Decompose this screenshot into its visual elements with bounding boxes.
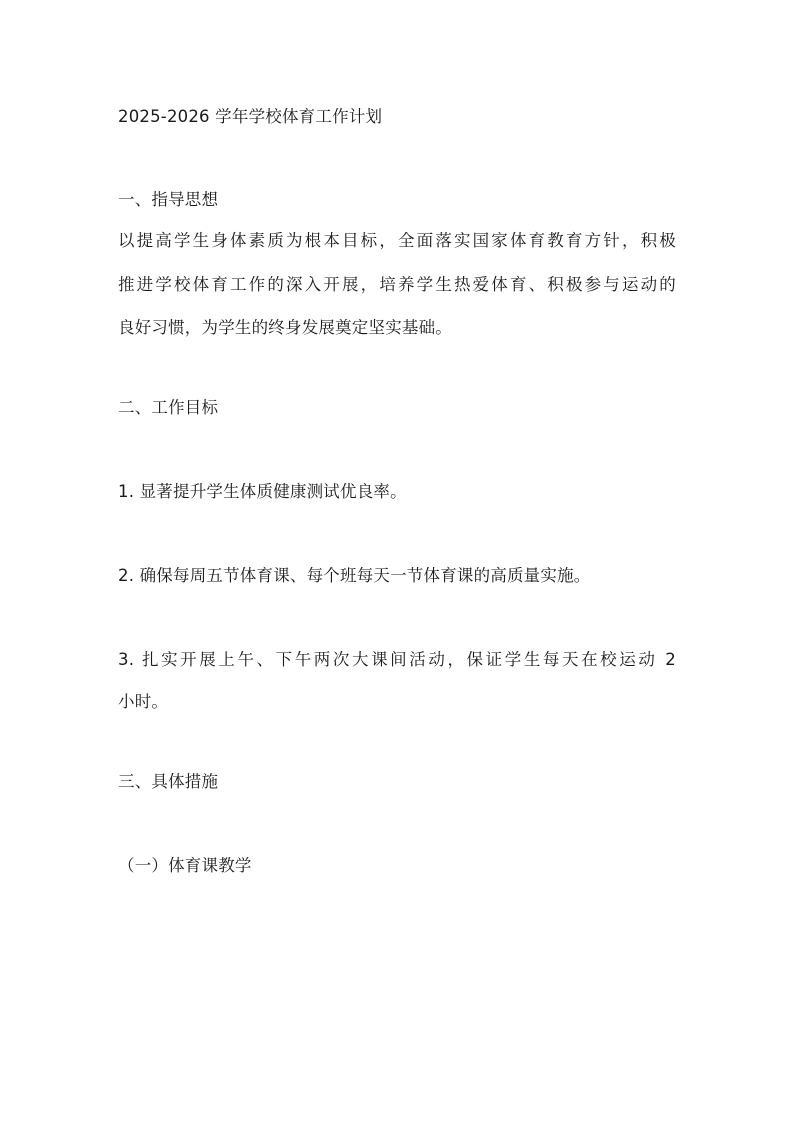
goal-item-2: 2. 确保每周五节体育课、每个班每天一节体育课的高质量实施。 [118,566,591,585]
section-heading-specific-measures: 三、具体措施 [118,772,219,791]
subsection-heading-pe-teaching: （一）体育课教学 [118,856,252,875]
goal-item-3: 3. 扎实开展上午、下午两次大课间活动，保证学生每天在校运动 2 [118,650,676,669]
paragraph-line: 推进学校体育工作的深入开展，培养学生热爱体育、积极参与运动的 [118,275,676,294]
goal-item-3-continued: 小时。 [118,692,169,711]
goal-item-1: 1. 显著提升学生体质健康测试优良率。 [118,482,407,501]
paragraph-line: 良好习惯，为学生的终身发展奠定坚实基础。 [118,318,452,337]
section-heading-work-goals: 二、工作目标 [118,398,219,417]
section-heading-guiding-ideology: 一、指导思想 [118,190,219,209]
document-title: 2025-2026 学年学校体育工作计划 [118,107,383,126]
paragraph-line: 以提高学生身体素质为根本目标，全面落实国家体育教育方针，积极 [118,231,676,250]
